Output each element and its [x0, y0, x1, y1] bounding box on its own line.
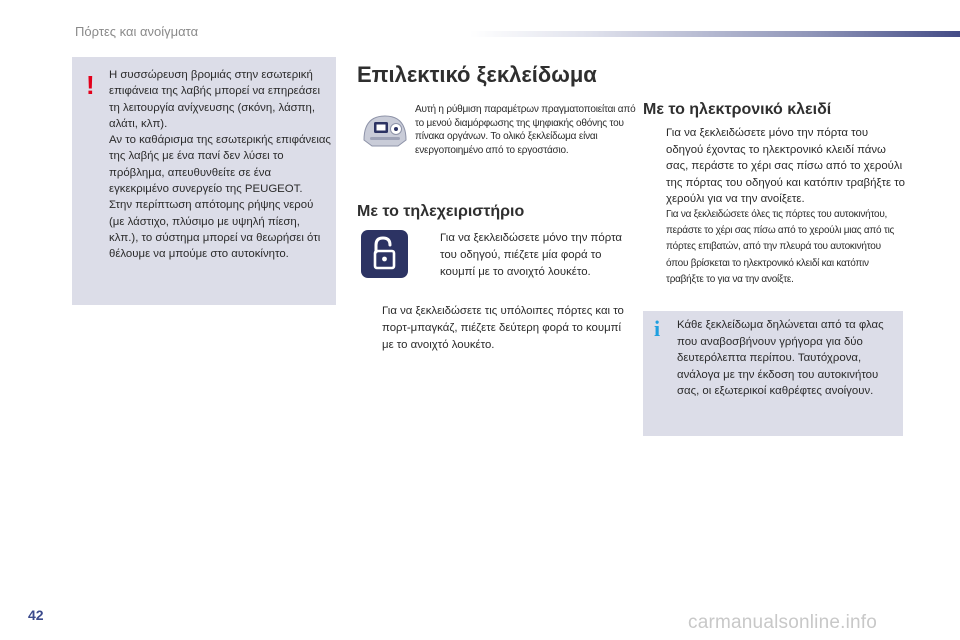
key-bullet-1 — [643, 125, 905, 208]
remote-bullet-1 — [417, 230, 627, 280]
info-text: Κάθε ξεκλείδωμα δηλώνεται από τα φλας που αναβοσβήνουν γρήγορα για δύο δευτερόλεπτα περίπου. Ταυτόχρονα, ανάλογα με την έκδοση του αυτοκινήτου σας, οι εξωτερικοί καθρέφτες ανοίγουν. — [677, 319, 884, 397]
key-bullet-2 — [643, 207, 905, 288]
section-title-electronic-key: Με το ηλεκτρονικό κλειδί — [643, 101, 832, 118]
remote-bullet-2-text: Για να ξεκλειδώσετε τις υπόλοιπες πόρτες και το πορτ-μπαγκάζ, πιέζετε δεύτερη φορά το κουμπί με το ανοιχτό λουκέτο. — [382, 305, 624, 351]
header-rule — [470, 31, 960, 37]
instrument-panel-icon — [360, 112, 410, 150]
warning-text — [109, 67, 331, 263]
warning-paragraph-2: Αν το καθάρισμα της εσωτερικής επιφάνειας της λαβής με ένα πανί δεν λύσει το πρόβλημα, απευθυνθείτε σε ένα εγκεκριμένο συνεργείο της PEUGEOT. — [109, 134, 331, 196]
page-title: Επιλεκτικό ξεκλείδωμα — [357, 62, 597, 87]
intro-text: Αυτή η ρύθμιση παραμέτρων πραγματοποιείται από το μενού διαμόρφωσης της ψηφιακής οθόνης του πίνακα οργάνων. Το ολικό ξεκλείδωμα είναι ενεργοποιημένο από το εργοστάσιο. — [415, 104, 636, 156]
section-title-remote: Με το τηλεχειριστήριο — [357, 203, 525, 220]
warning-paragraph-3: Στην περίπτωση απότομης ρήψης νερού (με λάστιχο, πλύσιμο με υψηλή πίεση, κλπ.), το σύστημα μπορεί να θεωρήσει ότι θέλουμε να μπούμε στο αυτοκίνητο. — [109, 199, 321, 261]
page-number: 42 — [28, 607, 44, 623]
page-header-title: Πόρτες και ανοίγματα — [75, 24, 199, 39]
key-bullet-2-text: Για να ξεκλειδώσετε όλες τις πόρτες του αυτοκινήτου, περάστε το χέρι σας πίσω από το χερούλι μιας από τις πόρτες επιβατών, από την πλευρά του αυτοκινήτου όπου βρίσκεται το ηλεκτρονικό κλειδί και κατόπιν τραβήξτε το για να την ανοίξτε. — [666, 209, 895, 285]
open-padlock-icon — [361, 230, 408, 278]
remote-bullet-1-text: Για να ξεκλειδώσετε μόνο την πόρτα του οδηγού, πιέζετε μία φορά το κουμπί με το ανοιχτό λουκέτο. — [440, 232, 622, 278]
remote-bullet-2 — [359, 303, 627, 353]
info-icon: i — [654, 316, 661, 341]
key-bullet-1-text: Για να ξεκλειδώσετε μόνο την πόρτα του οδηγού έχοντας το ηλεκτρονικό κλειδί πάνω σας, περάστε το χέρι σας πίσω από το χερούλι της πόρτας του οδηγού και κατόπιν τραβήξτε το χερούλι για να την ανοίξετε. — [666, 127, 905, 206]
watermark: carmanualsonline.info — [688, 612, 878, 633]
warning-paragraph-1: Η συσσώρευση βρομιάς στην εσωτερική επιφάνεια της λαβής μπορεί να επηρεάσει τη λειτουργία ανίχνευσης (σκόνη, λάσπη, αλάτι, κλπ). — [109, 69, 320, 130]
exclamation-icon: ! — [86, 70, 95, 100]
